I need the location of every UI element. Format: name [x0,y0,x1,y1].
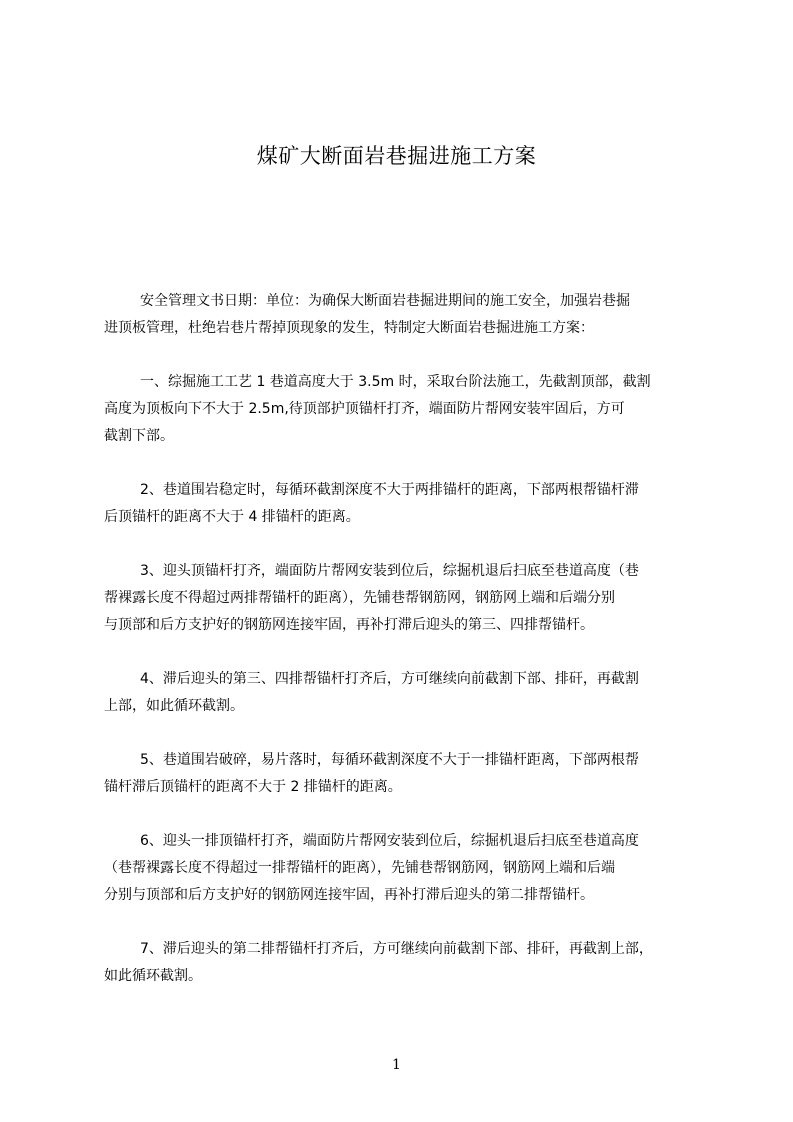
paragraph-line: 安全管理文书日期：单位：为确保大断面岩巷掘进期间的施工安全，加强岩巷掘 [140,293,630,309]
paragraph-line: 6、迎头一排顶锚杆打齐，端面防片帮网安装到位后，综掘机退后扫底至巷道高度 [140,833,639,849]
page-title: 煤矿大断面岩巷掘进施工方案 [256,144,537,168]
paragraph-line: （巷帮裸露长度不得超过一排帮锚杆的距离），先铺巷帮钢筋网，钢筋网上端和后端 [104,860,615,876]
paragraph-line: 一、综掘施工工艺 1 巷道高度大于 3.5m 时，采取台阶法施工，先截割顶部，截割 [140,374,651,390]
paragraph-line: 进顶板管理，杜绝岩巷片帮掉顶现象的发生，特制定大断面岩巷掘进施工方案： [104,320,594,336]
paragraph-line: 5、巷道围岩破碎，易片落时，每循环截割深度不大于一排锚杆距离，下部两根帮 [140,752,639,768]
paragraph-line: 与顶部和后方支护好的钢筋网连接牢固，再补打滞后迎头的第三、四排帮锚杆。 [104,617,594,633]
paragraph-line: 锚杆滞后顶锚杆的距离不大于 2 排锚杆的距离。 [104,779,402,795]
paragraph-line: 帮裸露长度不得超过两排帮锚杆的距离），先铺巷帮钢筋网，钢筋网上端和后端分别 [104,590,615,606]
paragraph-line: 4、滞后迎头的第三、四排帮锚杆打齐后，方可继续向前截割下部、排矸，再截割 [140,671,639,687]
paragraph-line: 上部，如此循环截割。 [104,698,244,714]
page-number: 1 [392,1057,401,1073]
paragraph-line: 7、滞后迎头的第二排帮锚杆打齐后，方可继续向前截割下部、排矸，再截割上部， [140,941,653,957]
paragraph-line: 高度为顶板向下不大于 2.5m,待顶部护顶锚杆打齐，端面防片帮网安装牢固后，方可 [104,401,625,417]
paragraph-line: 分别与顶部和后方支护好的钢筋网连接牢固，再补打滞后迎头的第二排帮锚杆。 [104,887,594,903]
paragraph-line: 截割下部。 [104,428,174,444]
paragraph-line: 后顶锚杆的距离不大于 4 排锚杆的距离。 [104,509,360,525]
paragraph-line: 2、巷道围岩稳定时，每循环截割深度不大于两排锚杆的距离，下部两根帮锚杆滞 [140,482,639,498]
paragraph-line: 3、迎头顶锚杆打齐，端面防片帮网安装到位后，综掘机退后扫底至巷道高度（巷 [140,563,639,579]
paragraph-line: 如此循环截割。 [104,968,202,984]
